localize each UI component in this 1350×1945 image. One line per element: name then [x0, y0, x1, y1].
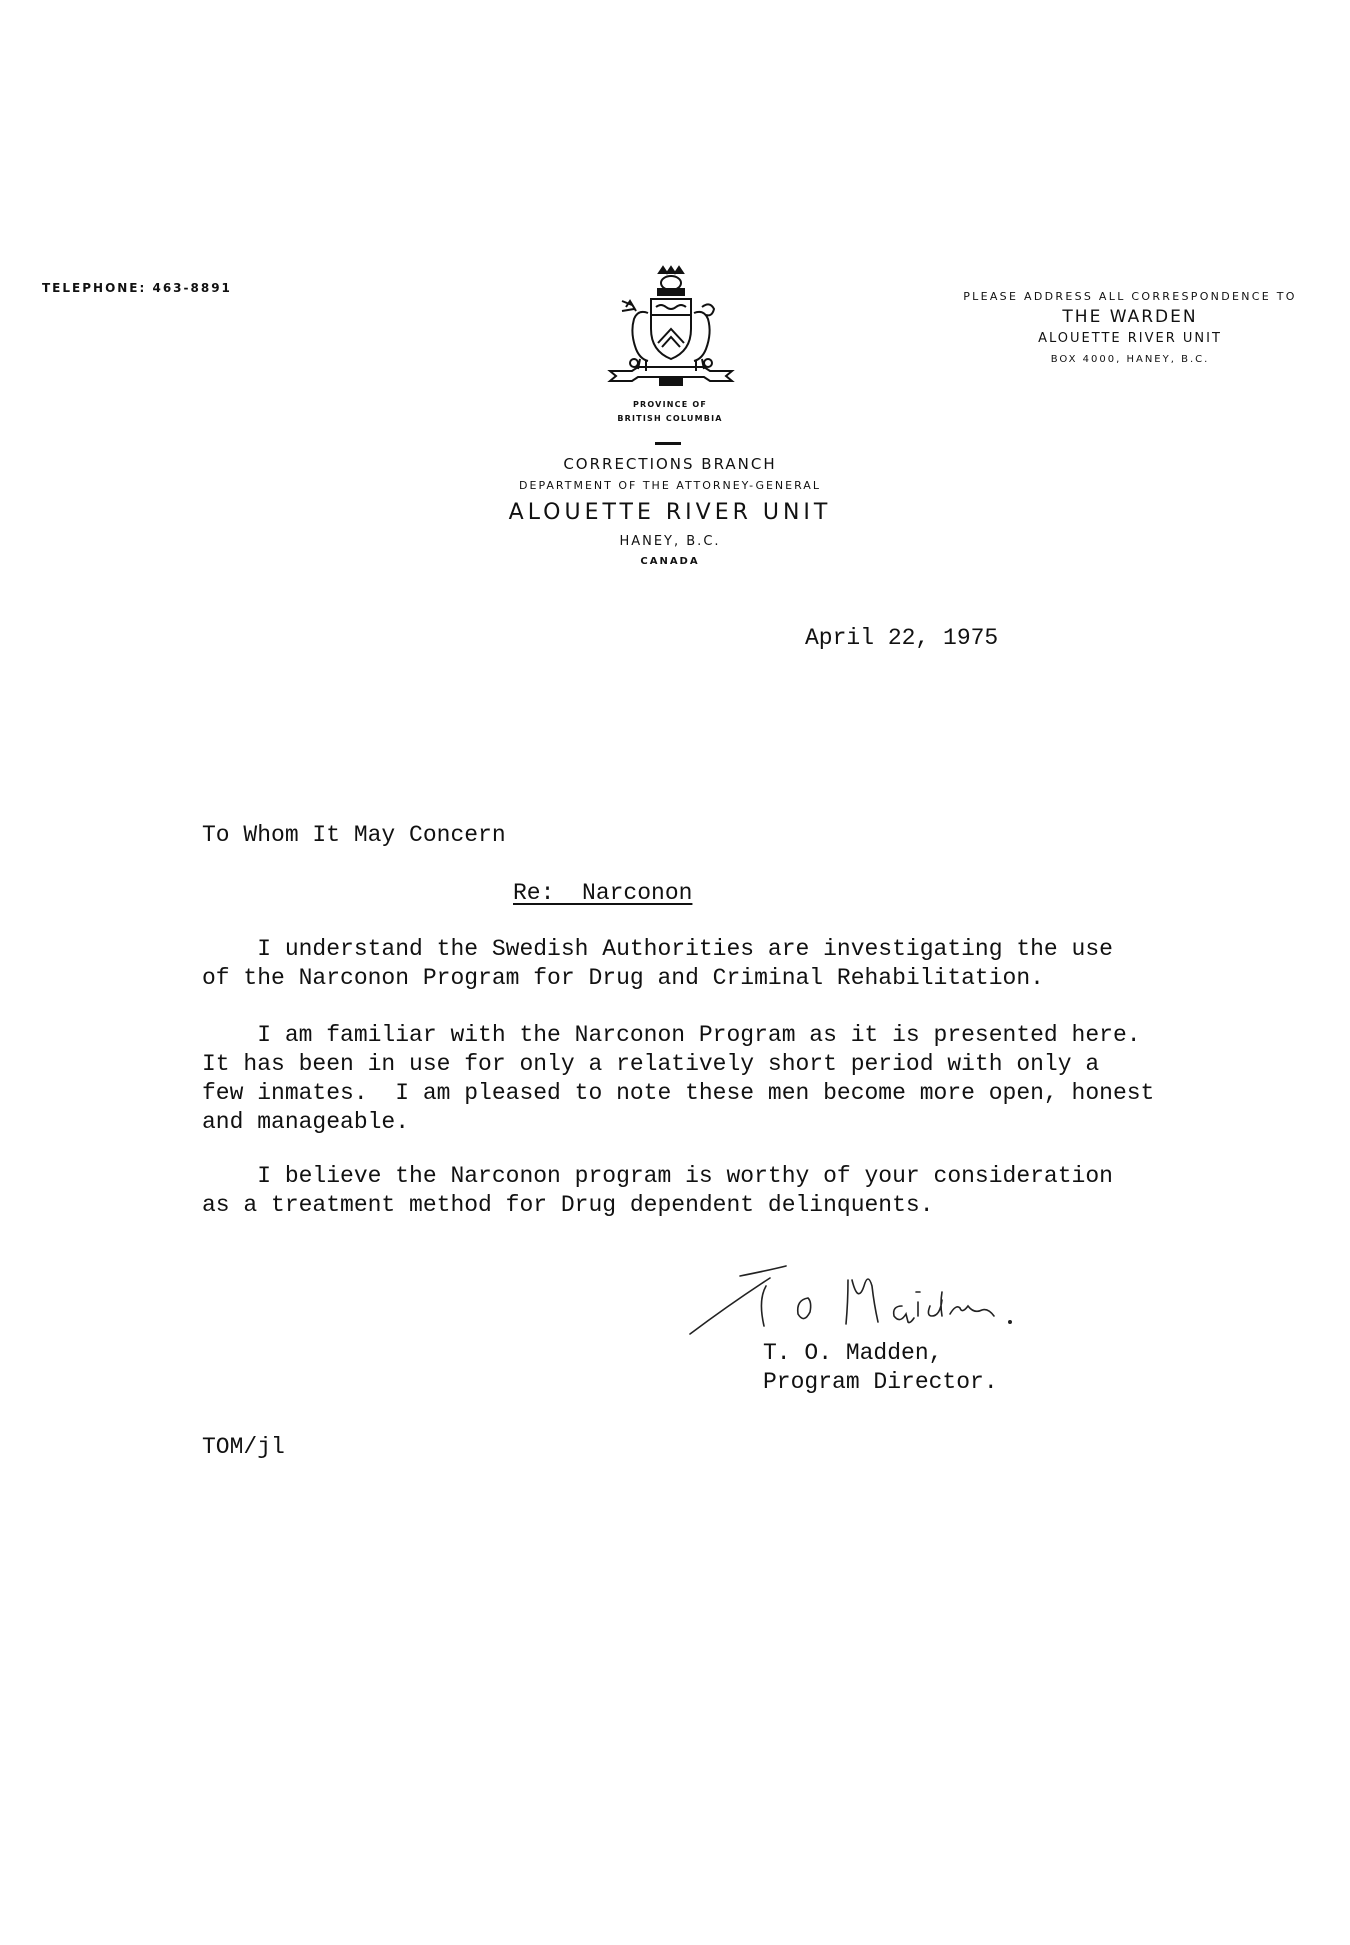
address-line: BOX 4000, HANEY, B.C. — [1050, 354, 1210, 365]
crest-caption — [560, 398, 780, 426]
body-paragraph: I believe the Narconon program is worthy of your consideration as a treatment method for Drug dependent delinquents. — [202, 1163, 1113, 1218]
body-paragraph: I understand the Swedish Authorities are investigating the use of the Narconon Program for Drug and Criminal Rehabilitation. — [202, 936, 1113, 991]
signature-block — [763, 1339, 998, 1397]
reference-initials: TOM/jl — [202, 1434, 285, 1460]
department-line: CANADA — [640, 556, 700, 567]
correspondence-address — [930, 286, 1330, 370]
telephone-line: TELEPHONE: 463-8891 — [42, 281, 232, 295]
signer-name: T. O. Madden, — [763, 1340, 943, 1366]
crest-caption-line: PROVINCE OF — [632, 400, 708, 409]
letterhead-divider — [655, 442, 681, 445]
department-block — [420, 452, 920, 570]
unit-name: ALOUETTE RIVER UNIT — [508, 500, 832, 525]
coat-of-arms-icon — [596, 263, 746, 393]
address-line: PLEASE ADDRESS ALL CORRESPONDENCE TO — [963, 290, 1297, 303]
letter-date: April 22, 1975 — [805, 625, 999, 651]
handwritten-signature — [680, 1262, 1040, 1342]
subject-line: Re: Narconon — [513, 880, 693, 906]
salutation: To Whom It May Concern — [202, 822, 506, 848]
department-line: HANEY, B.C. — [619, 534, 721, 549]
address-line: THE WARDEN — [1062, 307, 1198, 327]
department-line: CORRECTIONS BRANCH — [563, 455, 777, 473]
body-paragraph: I am familiar with the Narconon Program as it is presented here. It has been in use for only a relatively short period with only a few inmates. I am pleased to note these men become more open, honest and manageable. — [202, 1022, 1155, 1135]
signer-title: Program Director. — [763, 1369, 998, 1395]
crest-caption-line: BRITISH COLUMBIA — [617, 414, 723, 423]
department-line: DEPARTMENT OF THE ATTORNEY-GENERAL — [519, 479, 821, 492]
address-line: ALOUETTE RIVER UNIT — [1038, 331, 1222, 346]
